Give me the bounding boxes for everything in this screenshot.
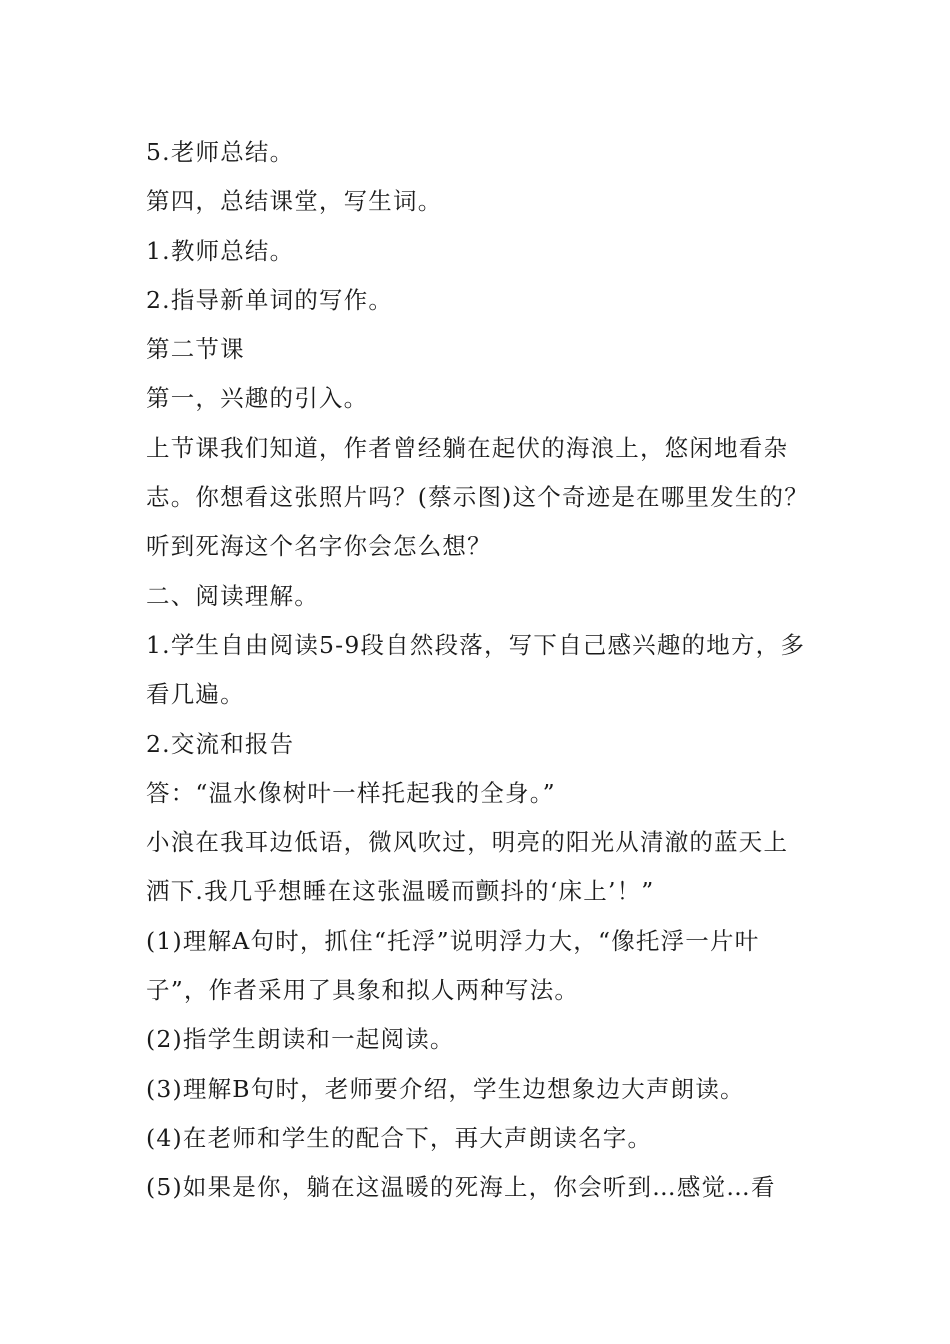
paragraph-intro-text: 上节课我们知道，作者曾经躺在起伏的海浪上，悠闲地看杂志。你想看这张照片吗？(蔡示图)这个奇迹是在哪里发生的？听到死海这个名字你会怎么想？ — [146, 433, 809, 561]
paragraph-exchange-report: 2.交流和报告 — [146, 729, 295, 758]
paragraph-new-words-guidance: 2.指导新单词的写作。 — [146, 285, 394, 314]
paragraph-teacher-summary: 5.老师总结。 — [146, 138, 295, 166]
paragraph-item-5: (5)如果是你，躺在这温暖的死海上，你会听到…感觉…看 — [146, 1173, 776, 1202]
paragraph-quote: 小浪在我耳边低语，微风吹过，明亮的阳光从清澈的蓝天上洒下.我几乎想睡在这张温暖而颤抖的‘床上’！” — [146, 828, 789, 906]
heading-reading-comprehension: 二、阅读理解。 — [146, 581, 319, 610]
paragraph-free-reading: 1.学生自由阅读5-9段自然段落，写下自己感兴趣的地方，多看几遍。 — [146, 630, 806, 709]
paragraph-item-4: (4)在老师和学生的配合下，再大声朗读名字。 — [146, 1123, 653, 1152]
heading-part-four: 第四，总结课堂，写生词。 — [146, 187, 443, 216]
heading-interest-intro: 第一，兴趣的引入。 — [146, 384, 369, 413]
paragraph-item-2: (2)指学生朗读和一起阅读。 — [146, 1025, 455, 1054]
document-body — [146, 128, 811, 1213]
paragraph-item-3: (3)理解B句时，老师要介绍，学生边想象边大声朗读。 — [146, 1074, 745, 1103]
paragraph-teacher-conclusion: 1.教师总结。 — [146, 236, 295, 265]
paragraph-answer: 答：“温水像树叶一样托起我的全身。” — [146, 778, 556, 807]
heading-second-lesson: 第二节课 — [146, 335, 245, 364]
paragraph-item-1: (1)理解A句时，抓住“托浮”说明浮力大，“像托浮一片叶子”，作者采用了具象和拟人两种写法。 — [146, 926, 760, 1005]
